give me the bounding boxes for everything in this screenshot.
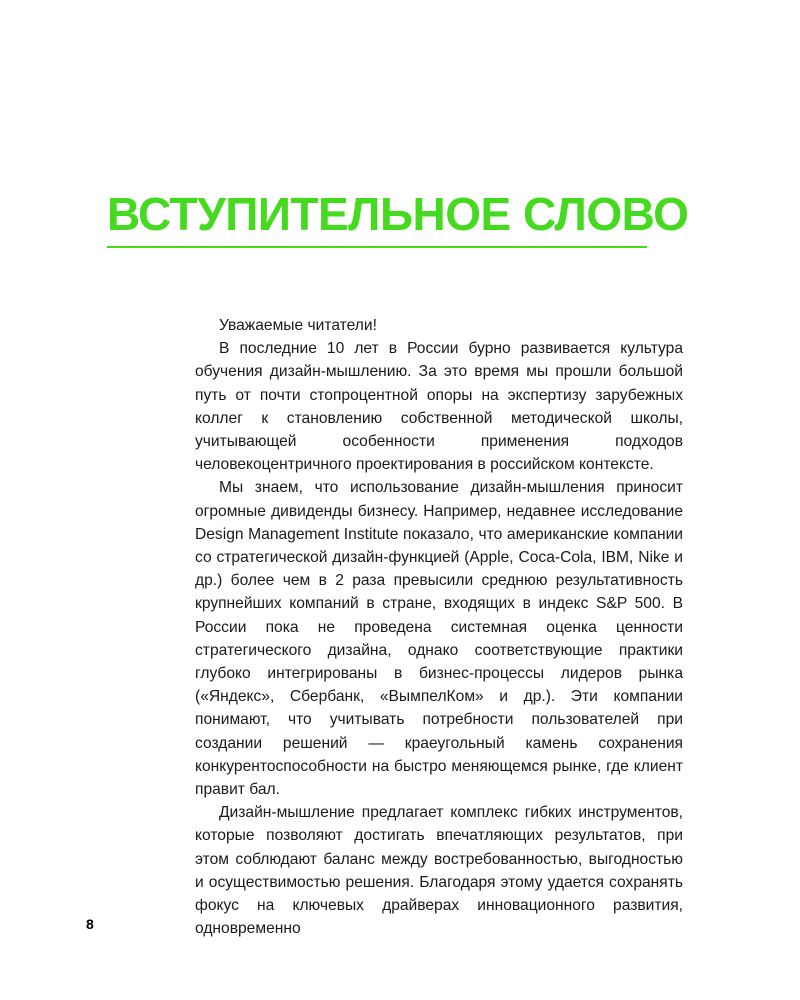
title-underline: [107, 246, 647, 248]
paragraph-1: В последние 10 лет в России бурно развивается культура обучения дизайн-мышлению. За это время мы прошли большой путь от почти стопроцентной опоры на экспертизу зарубежных коллег к становлению собственной методической школы, учитывающей особенности применения подходов человекоцентричного проектирования в российском контексте.: [195, 340, 683, 474]
paragraph-2: Мы знаем, что использование дизайн-мышления приносит огромные дивиденды бизнесу. Например, недавнее исследование Design Management Institute показало, что американские компании со стратегической дизайн-функцией (Apple, Coca-Cola, IBM, Nike и др.) более чем в 2 раза превысили среднюю результативность крупнейших компаний в стране, входящих в индекс S&P 500. В России пока не проведена системная оценка ценности стратегического дизайна, однако соответствующие практики глубоко интегрированы в бизнес-процессы лидеров рынка («Яндекс», Сбербанк, «ВымпелКом» и др.). Эти компании понимают, что учитывать потребности пользователей при создании решений — краеугольный камень сохранения конкурентоспособности на быстро меняющемся рынке, где клиент правит бал.: [195, 479, 683, 799]
paragraph-3: Дизайн-мышление предлагает комплекс гибких инструментов, которые позволяют достигать впечатляющих результатов, при этом соблюдают баланс между востребованностью, выгодностью и осуществимостью решения. Благодаря этому удается сохранять фокус на ключевых драйверах инновационного развития, одновременно: [195, 804, 683, 938]
body-text: [195, 314, 683, 940]
page-number: 8: [86, 916, 94, 932]
greeting: Уважаемые читатели!: [219, 317, 377, 334]
chapter-title: ВСТУПИТЕЛЬНОЕ СЛОВО: [107, 188, 689, 240]
